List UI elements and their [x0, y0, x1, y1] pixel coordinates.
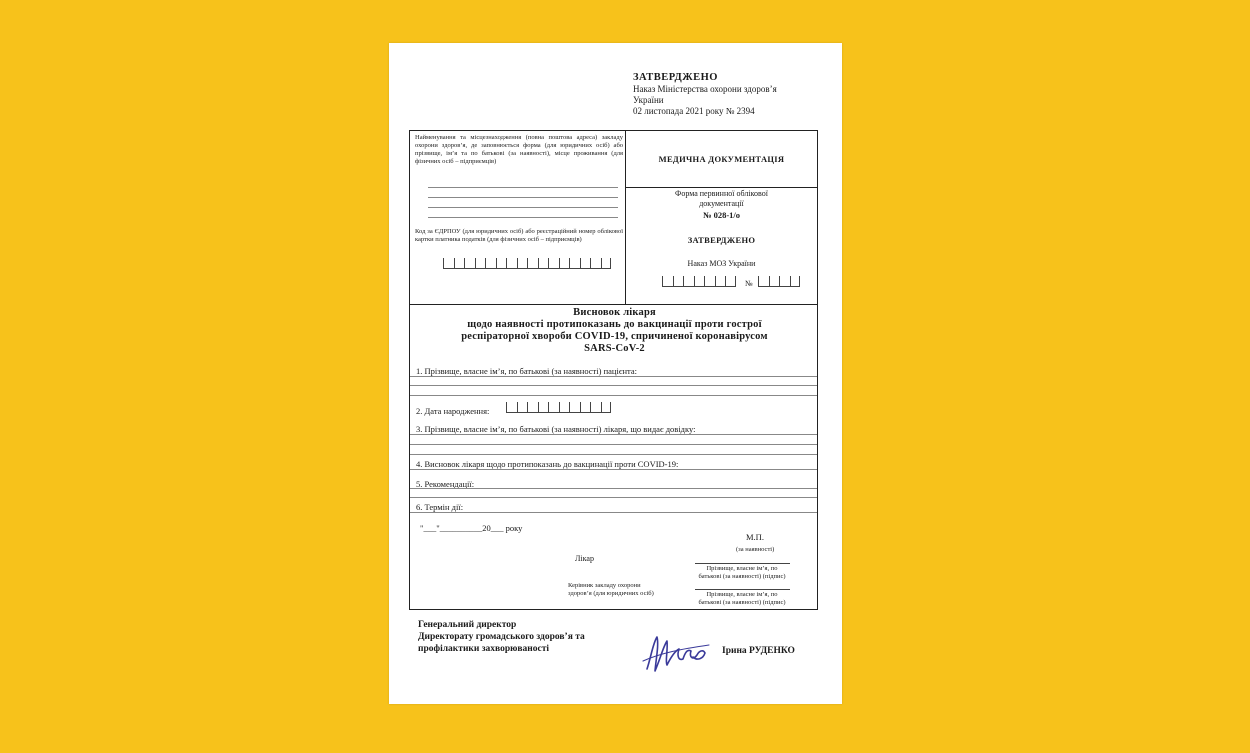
- form-line-2: документації: [699, 199, 744, 208]
- rule: [410, 488, 817, 489]
- head-signature-caption-1: Прізвище, власне ім’я, по: [706, 591, 778, 598]
- form-number: № 028-1/о: [702, 210, 741, 220]
- head-signature-line: [695, 589, 790, 590]
- doctor-signature-line: [695, 563, 790, 564]
- code-boxes: [443, 258, 611, 269]
- field-birth-date: 2. Дата народження:: [416, 406, 490, 416]
- rule: [410, 512, 817, 513]
- field-doctor-name: 3. Прізвище, власне ім’я, по батькові (за наявності) лікаря, що видає довідку:: [416, 424, 696, 434]
- doctor-signature-caption-2: батькові (за наявності) (підпис): [698, 573, 786, 580]
- moh-order-label: Наказ МОЗ України: [687, 259, 756, 268]
- signatory-title-2: Директорату громадського здоров’я та: [418, 632, 585, 642]
- signatory-title-1: Генеральний директор: [418, 620, 517, 630]
- institution-line-4: [428, 217, 618, 218]
- rule: [410, 469, 817, 470]
- doc-title-line-1: Висновок лікаря: [573, 307, 656, 318]
- birth-date-boxes: [506, 402, 611, 413]
- field-patient-name: 1. Прізвище, власне ім’я, по батькові (за наявності) пацієнта:: [416, 366, 637, 376]
- rule: [410, 434, 817, 435]
- institution-line-2: [428, 197, 618, 198]
- doctor-label: Лікар: [575, 554, 594, 563]
- date-line: "___"__________20___ року: [420, 523, 523, 533]
- field-validity: 6. Термін дії:: [416, 502, 464, 512]
- approval-block: [633, 71, 833, 117]
- signatory-name: Ірина РУДЕНКО: [722, 646, 795, 656]
- institution-line-3: [428, 207, 618, 208]
- rule: [410, 497, 817, 498]
- head-signature-caption-2: батькові (за наявності) (підпис): [698, 599, 786, 606]
- rule: [410, 376, 817, 377]
- right-header-separator: [625, 187, 818, 188]
- signatory-block: [418, 619, 585, 655]
- field-recommendations: 5. Рекомендації:: [416, 479, 475, 489]
- institution-label: Найменування та місцезнаходження (повна поштова адреса) закладу охорони здоров’я, де заповнюється форма (для юридичних осіб) або прізвище, ім’я та по батькові (за наявності), місце проживання (для фізичних осіб – підприємців): [415, 134, 623, 165]
- head-label-2: здоров’я (для юридичних осіб): [568, 590, 654, 597]
- order-date-boxes: [662, 276, 736, 287]
- stamp-note: (за наявності): [736, 546, 775, 553]
- header-bottom-line: [410, 304, 817, 305]
- stamp-label: М.П.: [746, 532, 764, 542]
- approval-line-1: Наказ Міністерства охорони здоров’я: [633, 84, 777, 94]
- document-sheet: [389, 43, 842, 704]
- code-label: Код за ЄДРПОУ (для юридичних осіб) або реєстраційний номер облікової картки платника податків (для фізичних осіб – підприємців): [415, 228, 623, 243]
- field-conclusion: 4. Висновок лікаря щодо протипоказань до вакцинації проти COVID-19:: [416, 459, 679, 469]
- doctor-signature-caption-1: Прізвище, власне ім’я, по: [706, 565, 778, 572]
- moh-approved-label: ЗАТВЕРДЖЕНО: [687, 235, 756, 245]
- order-number-sign: №: [745, 279, 753, 288]
- rule: [410, 444, 817, 445]
- doc-title-line-3: респіраторної хвороби COVID-19, спричиненої коронавірусом: [461, 331, 768, 342]
- doc-title-line-2: щодо наявності протипоказань до вакцинації проти гострої: [467, 319, 762, 330]
- rule: [410, 395, 817, 396]
- rule: [410, 454, 817, 455]
- signatory-title-3: профілактики захворюваності: [418, 644, 550, 654]
- institution-line-1: [428, 187, 618, 188]
- handwritten-signature: [641, 631, 713, 675]
- form-table: [409, 130, 818, 610]
- approval-line-2: України: [633, 95, 664, 105]
- doc-title-line-4: SARS-CoV-2: [584, 343, 645, 354]
- medical-documentation-label: МЕДИЧНА ДОКУМЕНТАЦІЯ: [658, 154, 785, 164]
- form-line-1: Форма первинної облікової: [675, 189, 768, 198]
- approval-heading: ЗАТВЕРДЖЕНО: [633, 72, 718, 83]
- order-number-boxes: [758, 276, 800, 287]
- head-label-1: Керівник закладу охорони: [568, 582, 641, 589]
- rule: [410, 385, 817, 386]
- approval-line-3: 02 листопада 2021 року № 2394: [633, 106, 755, 116]
